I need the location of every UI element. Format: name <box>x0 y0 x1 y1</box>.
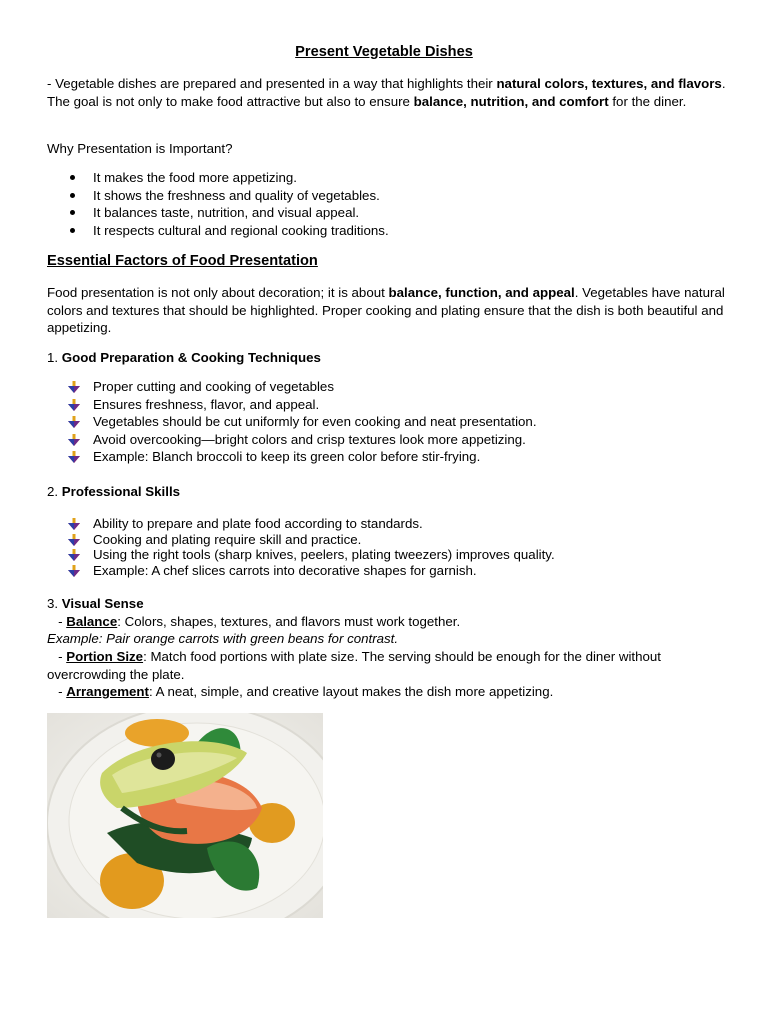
section3-title: Visual Sense <box>61 596 144 611</box>
arrow-down-bullet-icon <box>68 451 80 463</box>
intro-bold-1: natural colors, textures, and flavors <box>496 76 722 91</box>
why-heading: Why Presentation is Important? <box>47 141 233 156</box>
arrow-down-bullet-icon <box>68 518 80 530</box>
section1-list <box>47 378 727 466</box>
arrow-down-bullet-icon <box>68 549 80 561</box>
section2-number: 2. <box>47 484 62 499</box>
arrow-down-bullet-icon <box>68 416 80 428</box>
intro-text-1: - Vegetable dishes are prepared and presented in a way that highlights their <box>47 76 497 91</box>
list-item: Vegetables should be cut uniformly for even cooking and neat presentation. <box>47 413 727 431</box>
portion-text: : Match food portions with plate size. The serving should be enough for the diner without overcrowding the plate. <box>47 649 665 682</box>
essential-text-1: Food presentation is not only about decoration; it is about <box>47 285 389 300</box>
list-item: It respects cultural and regional cooking traditions. <box>47 222 727 240</box>
arrow-down-bullet-icon <box>68 534 80 546</box>
section1-number: 1. <box>47 350 62 365</box>
list-item: Proper cutting and cooking of vegetables <box>47 378 727 396</box>
portion-line: - Portion Size: Match food portions with plate size. The serving should be enough for the diner without overcrowding the plate. <box>47 649 665 682</box>
section2-list <box>47 516 727 578</box>
essential-heading: Essential Factors of Food Presentation <box>47 253 318 269</box>
list-item: It makes the food more appetizing. <box>47 169 727 187</box>
list-item: It balances taste, nutrition, and visual appeal. <box>47 204 727 222</box>
list-item: Ability to prepare and plate food according to standards. <box>47 516 727 532</box>
balance-label: Balance <box>66 614 118 629</box>
example-line: Example: Pair orange carrots with green beans for contrast. <box>47 631 399 646</box>
essential-text-2: . Vegetables have natural colors and textures that should be highlighted. Proper cooking and plating ensure that the dish is both beautiful and appetizing. <box>47 285 725 336</box>
list-item: It shows the freshness and quality of vegetables. <box>47 187 727 205</box>
arrangement-text: : A neat, simple, and creative layout makes the dish more appetizing. <box>148 684 554 699</box>
why-list <box>47 169 727 239</box>
list-item: Using the right tools (sharp knives, peelers, plating tweezers) improves quality. <box>47 547 727 563</box>
section2-heading <box>47 483 727 501</box>
arrow-down-bullet-icon <box>68 381 80 393</box>
balance-text: : Colors, shapes, textures, and flavors must work together. <box>117 614 461 629</box>
list-item: Avoid overcooking—bright colors and crisp textures look more appetizing. <box>47 431 727 449</box>
section3-heading <box>47 595 727 613</box>
arrangement-line: - Arrangement: A neat, simple, and creative layout makes the dish more appetizing. <box>47 684 554 699</box>
intro-text-2: . The goal is not only to make food attractive but also to ensure <box>47 76 726 109</box>
intro-bold-2: balance, nutrition, and comfort <box>413 93 609 109</box>
intro-paragraph <box>47 75 727 110</box>
section3-number: 3. <box>47 596 62 611</box>
section1-heading <box>47 349 727 367</box>
section2-title: Professional Skills <box>61 484 181 499</box>
page-title: Present Vegetable Dishes <box>295 44 473 60</box>
essential-paragraph <box>47 284 727 337</box>
list-item: Example: A chef slices carrots into decorative shapes for garnish. <box>47 563 727 579</box>
balance-line: - Balance: Colors, shapes, textures, and flavors must work together. <box>47 614 461 629</box>
arrow-down-bullet-icon <box>68 399 80 411</box>
arrow-down-bullet-icon <box>68 565 80 577</box>
section1-title: Good Preparation & Cooking Techniques <box>61 350 321 365</box>
list-item: Ensures freshness, flavor, and appeal. <box>47 396 727 414</box>
plated-vegetable-dish-photo <box>47 713 323 918</box>
portion-label: Portion Size <box>66 649 144 664</box>
essential-bold: balance, function, and appeal <box>388 285 575 300</box>
arrow-down-bullet-icon <box>68 434 80 446</box>
list-item: Example: Blanch broccoli to keep its green color before stir-frying. <box>47 448 727 466</box>
arrangement-label: Arrangement <box>66 684 149 699</box>
list-item: Cooking and plating require skill and practice. <box>47 532 727 548</box>
intro-text-3: for the diner. <box>608 93 687 109</box>
